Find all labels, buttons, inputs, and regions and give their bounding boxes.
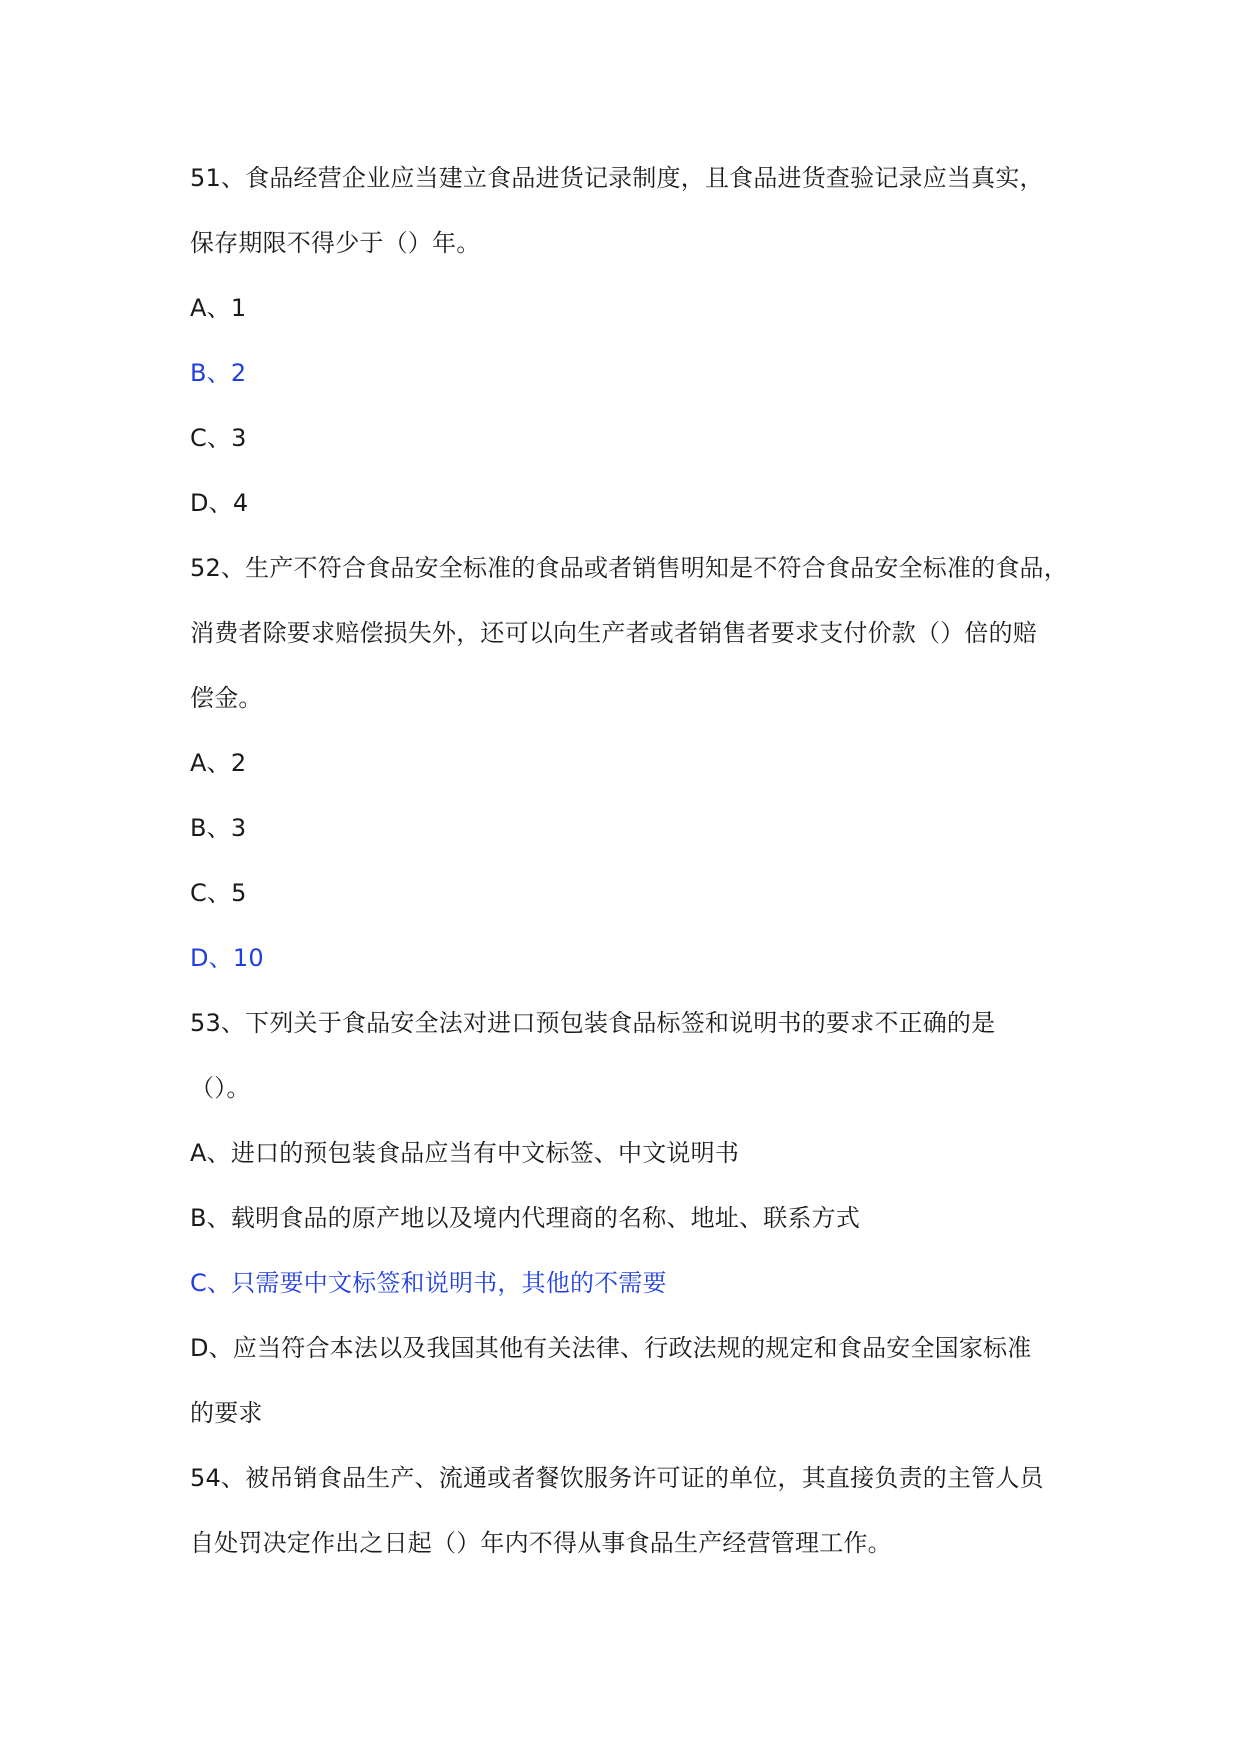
- option-b: B、载明食品的原产地以及境内代理商的名称、地址、联系方式: [190, 1204, 861, 1232]
- question-list: [190, 160, 1070, 1590]
- option-c-correct-answer: C、只需要中文标签和说明书，其他的不需要: [190, 1269, 667, 1297]
- question-text-line: 54、被吊销食品生产、流通或者餐饮服务许可证的单位，其直接负责的主管人员: [190, 1464, 1044, 1492]
- question-text-line: 偿金。: [190, 684, 263, 712]
- option-d: D、4: [190, 489, 249, 517]
- question-text-line: 消费者除要求赔偿损失外，还可以向生产者或者销售者要求支付价款（）倍的赔: [190, 619, 1037, 647]
- option-d-correct-answer: D、10: [190, 944, 264, 972]
- question-text-line: 52、生产不符合食品安全标准的食品或者销售明知是不符合食品安全标准的食品，: [190, 554, 1068, 582]
- option-d-continuation: 的要求: [190, 1399, 263, 1427]
- question-text-line: 53、下列关于食品安全法对进口预包装食品标签和说明书的要求不正确的是: [190, 1009, 996, 1037]
- question-54: [190, 1460, 1070, 1590]
- question-text-line: 自处罚决定作出之日起（）年内不得从事食品生产经营管理工作。: [190, 1529, 892, 1557]
- option-a: A、1: [190, 294, 247, 322]
- option-a: A、2: [190, 749, 247, 777]
- option-b-correct-answer: B、2: [190, 359, 247, 387]
- question-53: [190, 1005, 1070, 1460]
- option-a: A、进口的预包装食品应当有中文标签、中文说明书: [190, 1139, 740, 1167]
- option-d: D、应当符合本法以及我国其他有关法律、行政法规的规定和食品安全国家标准: [190, 1334, 1032, 1362]
- option-b: B、3: [190, 814, 247, 842]
- option-c: C、5: [190, 879, 247, 907]
- question-51: [190, 160, 1070, 550]
- question-text-line: （）。: [190, 1074, 251, 1102]
- question-text-line: 51、食品经营企业应当建立食品进货记录制度，且食品进货查验记录应当真实，: [190, 164, 1044, 192]
- question-text-line: 保存期限不得少于（）年。: [190, 229, 481, 257]
- option-c: C、3: [190, 424, 247, 452]
- question-52: [190, 550, 1070, 1005]
